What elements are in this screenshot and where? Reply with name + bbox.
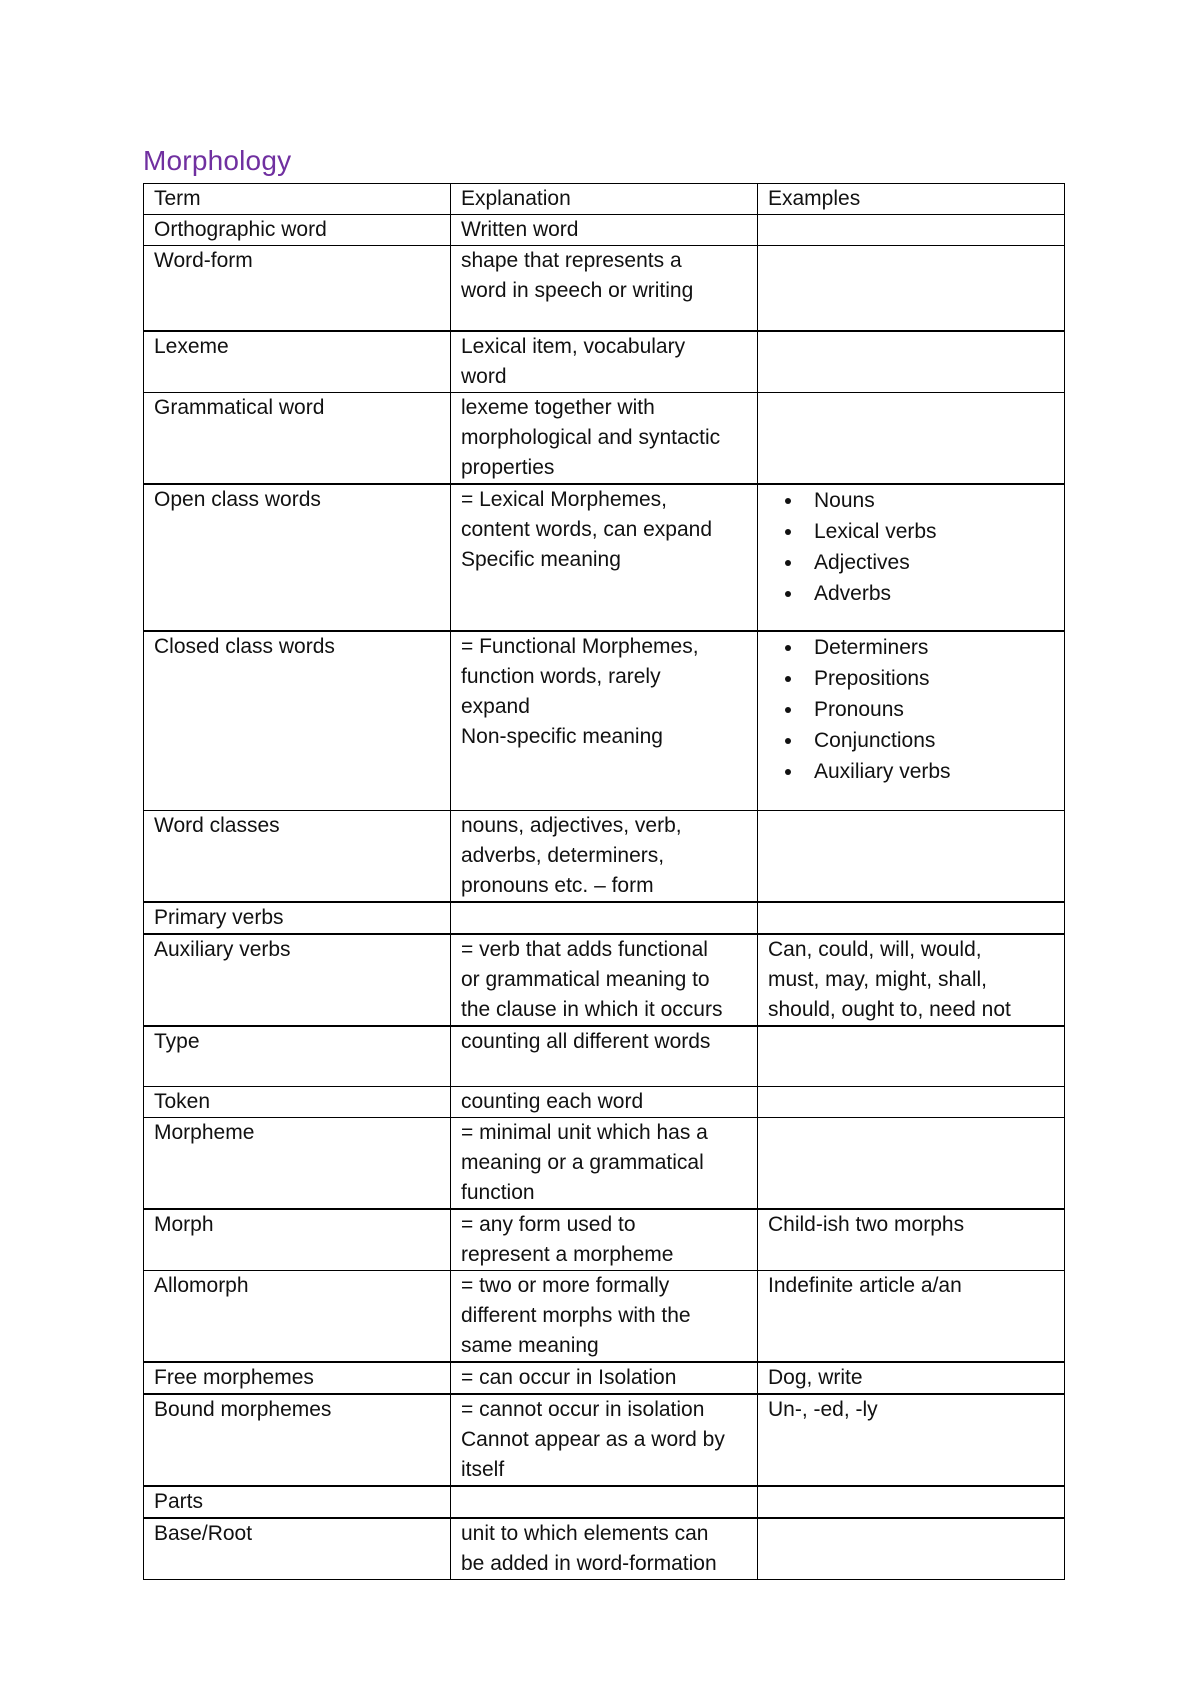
term-cell: Auxiliary verbs — [144, 934, 451, 1026]
bullet-item: • Lexical verbs — [804, 516, 1054, 547]
explanation-cell — [451, 934, 758, 1026]
explanation-line: content words, can expand — [461, 517, 712, 541]
table-row — [144, 631, 1065, 811]
bullet-item: • Prepositions — [804, 663, 1054, 694]
explanation-line: morphological and syntactic — [461, 425, 721, 449]
header-explanation: Explanation — [451, 184, 758, 215]
examples-cell — [758, 1117, 1065, 1209]
examples-cell — [758, 631, 1065, 811]
explanation-line: Non-specific meaning — [461, 724, 663, 748]
explanation-line: = any form used to — [461, 1212, 636, 1236]
explanation-cell — [451, 215, 758, 246]
example-line: should, ought to, need not — [768, 998, 1011, 1021]
table-row — [144, 934, 1065, 1026]
example-line: Child-ish two morphs — [768, 1212, 965, 1236]
bullet-item: • Pronouns — [804, 694, 1054, 725]
explanation-line: = minimal unit which has a — [461, 1120, 708, 1144]
explanation-line: = Functional Morphemes, — [461, 634, 699, 658]
explanation-line: same meaning — [461, 1333, 599, 1357]
explanation-cell — [451, 331, 758, 393]
term-cell: Morpheme — [144, 1117, 451, 1209]
table-row — [144, 811, 1065, 903]
term-cell: Type — [144, 1026, 451, 1086]
explanation-line: = verb that adds functional — [461, 938, 708, 961]
table-row — [144, 1362, 1065, 1394]
table-row — [144, 215, 1065, 246]
explanation-line: lexeme together with — [461, 395, 655, 419]
examples-cell — [758, 1209, 1065, 1271]
table-row — [144, 902, 1065, 934]
explanation-line: function — [461, 1180, 535, 1204]
table-row — [144, 1026, 1065, 1086]
explanation-line: properties — [461, 455, 555, 479]
bullet-item: • Determiners — [804, 632, 1054, 663]
examples-cell — [758, 215, 1065, 246]
explanation-line: or grammatical meaning to — [461, 968, 710, 991]
table-row — [144, 246, 1065, 331]
explanation-cell — [451, 902, 758, 934]
examples-cell — [758, 934, 1065, 1026]
explanation-line: counting all different words — [461, 1030, 711, 1053]
term-cell: Token — [144, 1086, 451, 1117]
example-line: Indefinite article a/an — [768, 1273, 962, 1297]
examples-cell — [758, 1362, 1065, 1394]
explanation-cell — [451, 1486, 758, 1518]
table-row — [144, 1209, 1065, 1271]
header-examples: Examples — [758, 184, 1065, 215]
examples-cell — [758, 392, 1065, 484]
term-cell: Word-form — [144, 246, 451, 331]
explanation-cell — [451, 631, 758, 811]
explanation-line: represent a morpheme — [461, 1242, 674, 1266]
explanation-line: be added in word-formation — [461, 1551, 717, 1575]
term-cell: Lexeme — [144, 331, 451, 393]
header-term: Term — [144, 184, 451, 215]
explanation-line: expand — [461, 694, 530, 718]
examples-cell — [758, 484, 1065, 631]
examples-bullet-list — [768, 632, 1054, 787]
page-title: Morphology — [143, 145, 292, 176]
example-line: Can, could, will, would, — [768, 938, 982, 961]
bullet-item: • Conjunctions — [804, 725, 1054, 756]
explanation-cell — [451, 1362, 758, 1394]
table-row — [144, 1394, 1065, 1486]
explanation-line: Lexical item, vocabulary — [461, 334, 686, 358]
explanation-cell — [451, 811, 758, 903]
explanation-line: the clause in which it occurs — [461, 998, 723, 1021]
table-row — [144, 484, 1065, 631]
explanation-line: adverbs, determiners, — [461, 844, 665, 867]
explanation-line: word — [461, 364, 507, 388]
explanation-cell — [451, 484, 758, 631]
morphology-table — [143, 183, 1065, 1580]
term-cell: Orthographic word — [144, 215, 451, 246]
explanation-cell — [451, 392, 758, 484]
bullet-item: • Nouns — [804, 485, 1054, 516]
example-line: must, may, might, shall, — [768, 968, 988, 991]
explanation-line: unit to which elements can — [461, 1521, 709, 1545]
explanation-line: = can occur in Isolation — [461, 1365, 677, 1389]
term-cell: Grammatical word — [144, 392, 451, 484]
examples-cell — [758, 811, 1065, 903]
explanation-cell — [451, 1086, 758, 1117]
explanation-line: Cannot appear as a word by — [461, 1427, 725, 1451]
bullet-item: • Adjectives — [804, 547, 1054, 578]
explanation-line: = Lexical Morphemes, — [461, 487, 668, 511]
term-cell: Parts — [144, 1486, 451, 1518]
bullet-item: • Auxiliary verbs — [804, 756, 1054, 787]
term-cell: Free morphemes — [144, 1362, 451, 1394]
examples-cell — [758, 246, 1065, 331]
examples-cell — [758, 1026, 1065, 1086]
bullet-item: • Adverbs — [804, 578, 1054, 609]
example-line: Un-, -ed, -ly — [768, 1397, 878, 1421]
explanation-cell — [451, 1518, 758, 1580]
examples-cell — [758, 1486, 1065, 1518]
examples-cell — [758, 1270, 1065, 1362]
table-row — [144, 1270, 1065, 1362]
examples-cell — [758, 1394, 1065, 1486]
table-row — [144, 392, 1065, 484]
examples-bullet-list — [768, 485, 1054, 609]
explanation-cell — [451, 1394, 758, 1486]
table-row — [144, 1117, 1065, 1209]
explanation-line: shape that represents a — [461, 249, 682, 272]
explanation-line: word in speech or writing — [461, 279, 694, 302]
explanation-line: = two or more formally — [461, 1273, 670, 1297]
explanation-line: different morphs with the — [461, 1303, 691, 1327]
explanation-line: nouns, adjectives, verb, — [461, 814, 682, 837]
explanation-cell — [451, 1026, 758, 1086]
table-row — [144, 1518, 1065, 1580]
examples-cell — [758, 902, 1065, 934]
term-cell: Base/Root — [144, 1518, 451, 1580]
explanation-cell — [451, 1117, 758, 1209]
term-cell: Open class words — [144, 484, 451, 631]
explanation-line: meaning or a grammatical — [461, 1150, 704, 1174]
table-header-row — [144, 184, 1065, 215]
term-cell: Allomorph — [144, 1270, 451, 1362]
examples-cell — [758, 331, 1065, 393]
explanation-line: Written word — [461, 218, 579, 241]
explanation-line: = cannot occur in isolation — [461, 1397, 705, 1421]
term-cell: Word classes — [144, 811, 451, 903]
explanation-line: itself — [461, 1457, 505, 1481]
explanation-line: counting each word — [461, 1089, 644, 1113]
term-cell: Morph — [144, 1209, 451, 1271]
table-row — [144, 1086, 1065, 1117]
explanation-cell — [451, 246, 758, 331]
explanation-line: pronouns etc. – form — [461, 874, 654, 897]
table-row — [144, 331, 1065, 393]
table-row — [144, 1486, 1065, 1518]
explanation-line: function words, rarely — [461, 664, 661, 688]
term-cell: Primary verbs — [144, 902, 451, 934]
term-cell: Closed class words — [144, 631, 451, 811]
explanation-line: Specific meaning — [461, 547, 621, 571]
term-cell: Bound morphemes — [144, 1394, 451, 1486]
examples-cell — [758, 1518, 1065, 1580]
examples-cell — [758, 1086, 1065, 1117]
example-line: Dog, write — [768, 1365, 863, 1389]
explanation-cell — [451, 1209, 758, 1271]
explanation-cell — [451, 1270, 758, 1362]
